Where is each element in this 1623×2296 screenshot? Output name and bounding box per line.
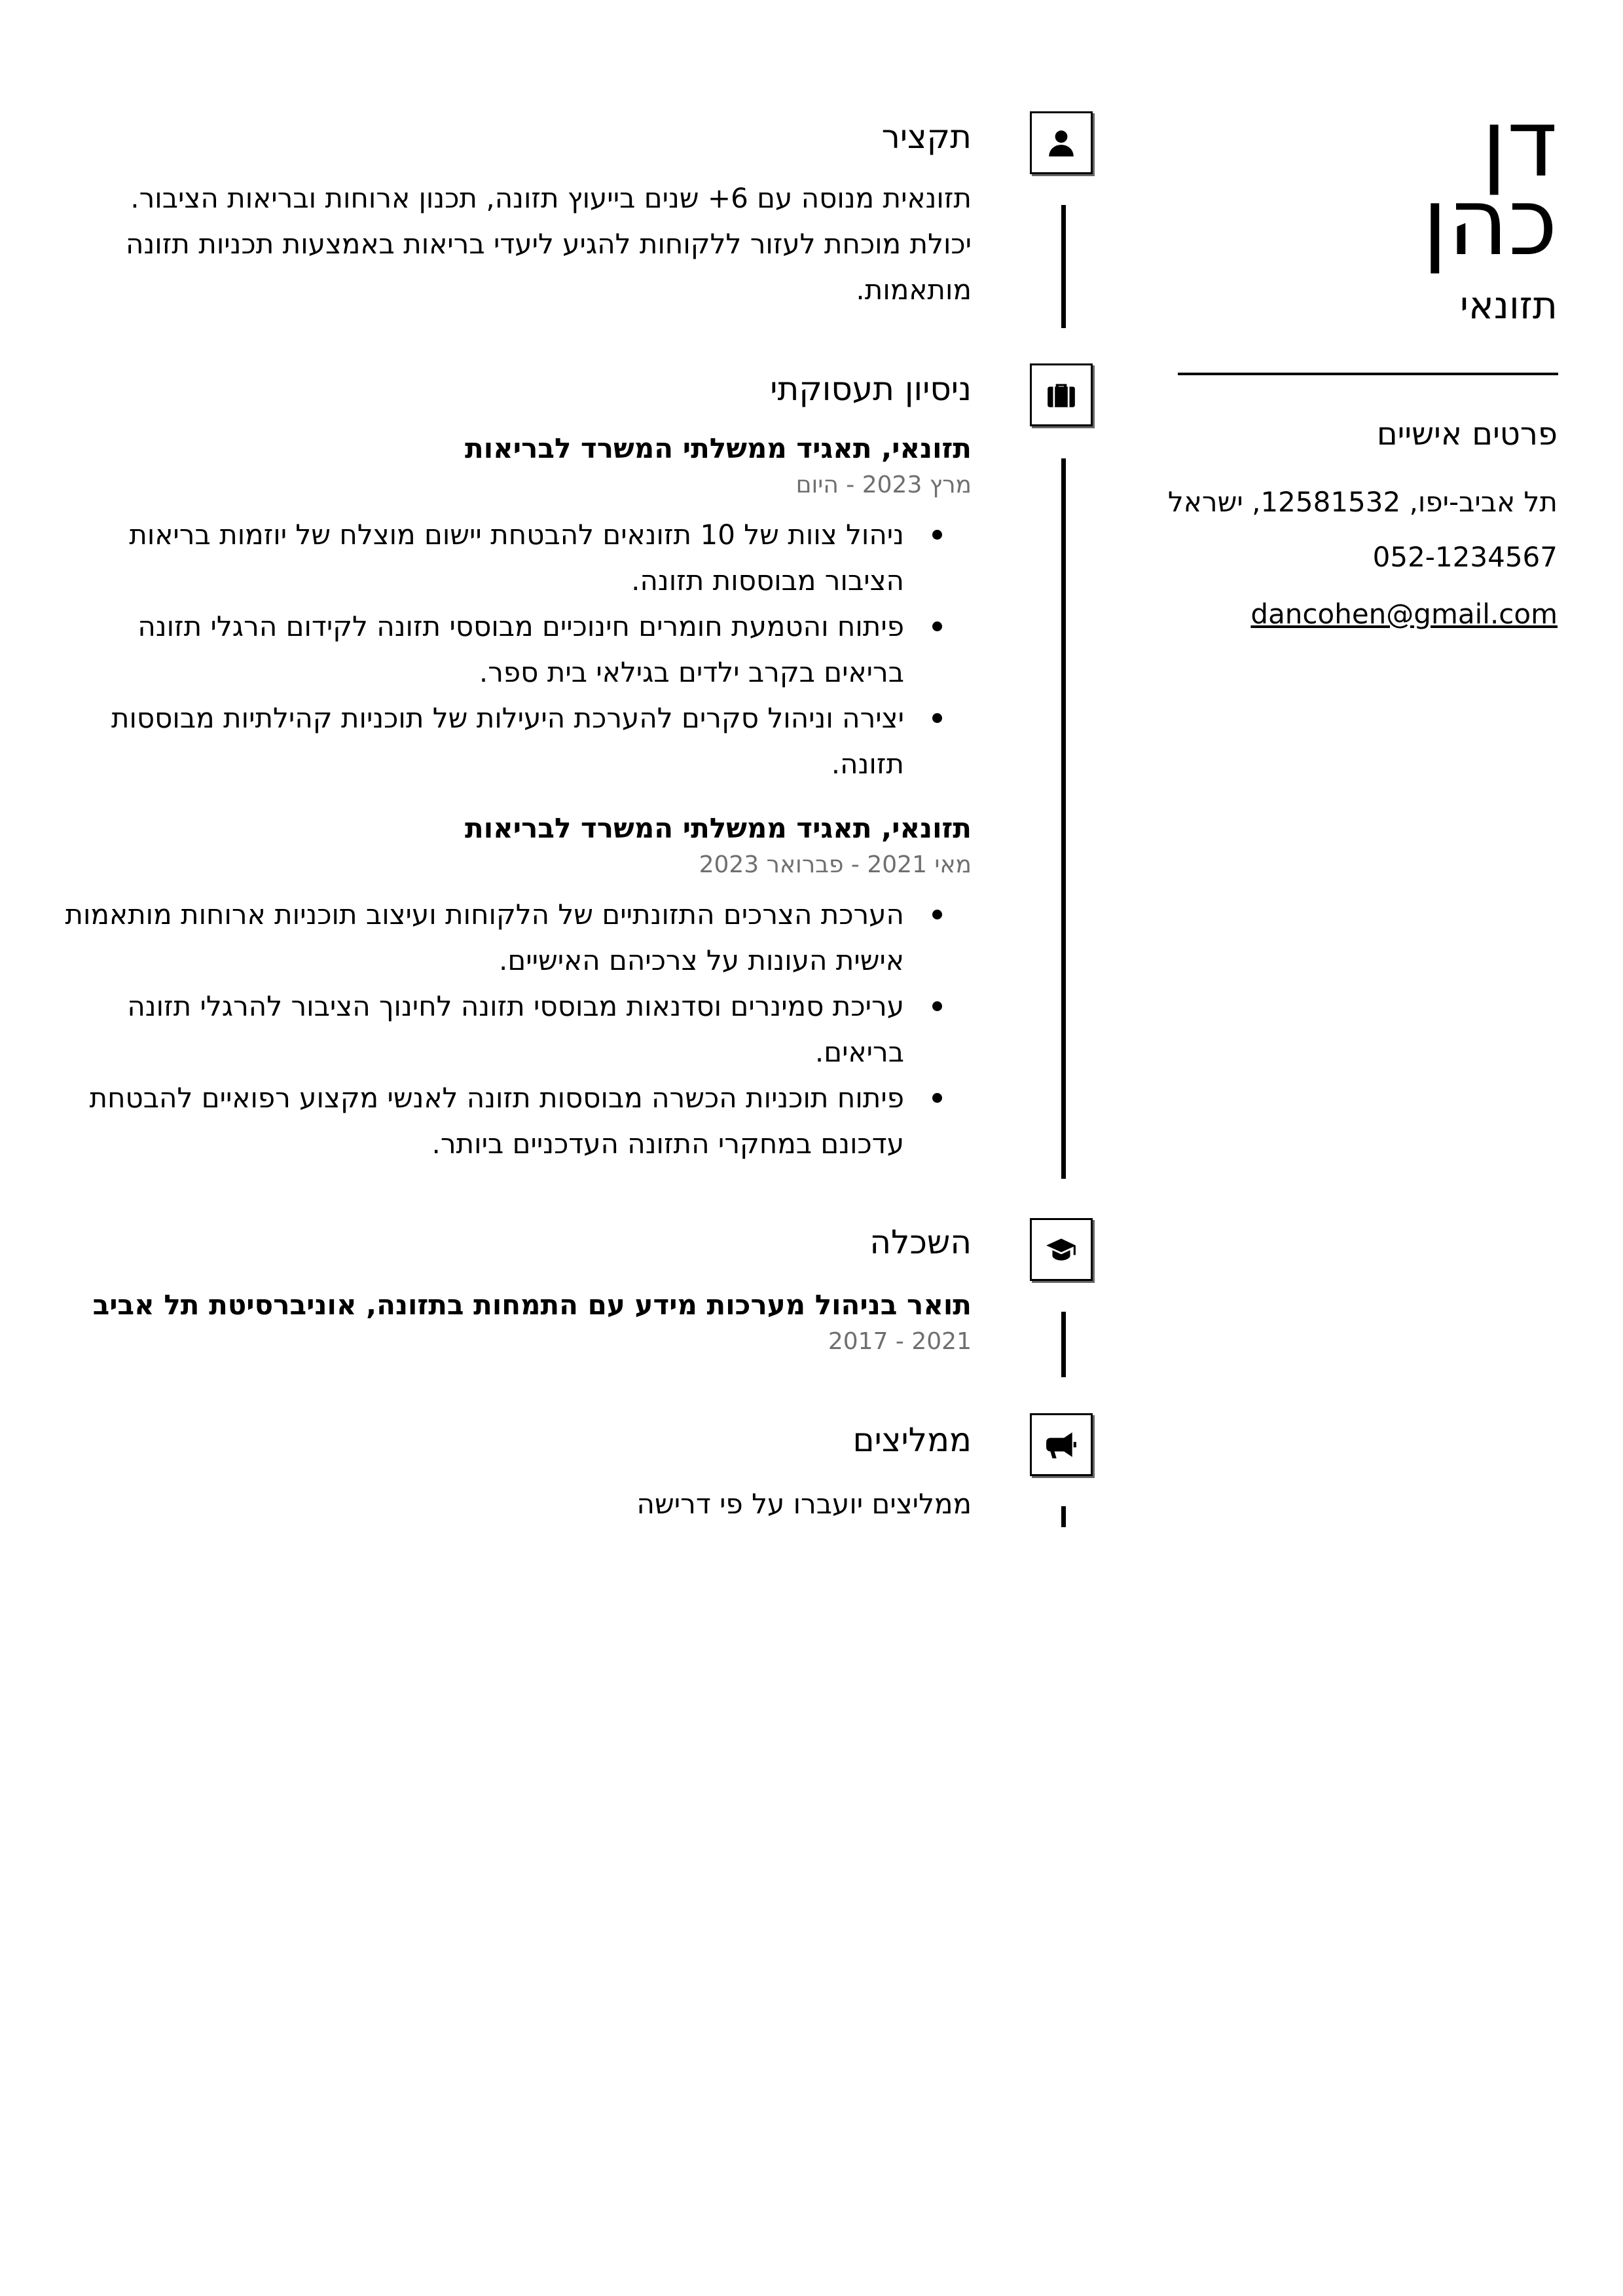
personal-details-heading: פרטים אישיים [1376, 416, 1558, 453]
job-title-2: תזונאי, תאגיד ממשלתי המשרד לבריאות [465, 812, 972, 844]
last-name: כהן [1422, 168, 1558, 276]
references-text: ממליצים יועברו על פי דרישה [636, 1488, 972, 1520]
user-icon [1030, 111, 1093, 174]
briefcase-icon [1030, 363, 1093, 426]
summary-text: תזונאית מנוסה עם 6+ שנים בייעוץ תזונה, תכנון ארוחות ובריאות הציבור. יכולת מוכחת לעזור ללקוחות להגיע ליעדי בריאות באמצעות תכניות תזונה מותאמות. [126, 182, 972, 306]
timeline-line-references [1061, 1506, 1066, 1527]
megaphone-icon [1030, 1413, 1093, 1476]
experience-heading: ניסיון תעסוקתי [770, 370, 972, 408]
list-item: ניהול צוות של 10 תזונאים להבטחת יישום מוצלח של יוזמות בריאות הציבור מבוססות תזונה. [53, 512, 904, 604]
education-heading: השכלה [869, 1223, 972, 1261]
first-name: דן [1481, 90, 1558, 198]
list-item: הערכת הצרכים התזונתיים של הלקוחות ועיצוב תוכניות ארוחות מותאמות אישית העונות על צרכיהם האישיים. [53, 892, 904, 984]
address: תל אביב-יפו, 12581532, ישראל [1167, 486, 1558, 518]
job-title-1: תזונאי, תאגיד ממשלתי המשרד לבריאות [465, 432, 972, 464]
list-item: פיתוח תוכניות הכשרה מבוססות תזונה לאנשי מקצוע רפואיים להבטחת עדכונם במחקרי התזונה העדכניים ביותר. [53, 1075, 904, 1167]
list-item: עריכת סמינרים וסדנאות מבוססי תזונה לחינוך הציבור להרגלי תזונה בריאים. [53, 984, 904, 1075]
list-item: יצירה וניהול סקרים להערכת היעילות של תוכניות קהילתיות מבוססות תזונה. [53, 695, 904, 787]
job-dates-2: מאי 2021 - פברואר 2023 [699, 851, 972, 878]
summary-heading: תקציר [881, 118, 972, 156]
job-bullets-1 [53, 512, 904, 787]
sidebar-divider [1178, 373, 1558, 375]
list-item: פיתוח והטמעת חומרים חינוכיים מבוססי תזונה לקידום הרגלי תזונה בריאים בקרב ילדים בגילאי בית ספר. [53, 604, 904, 695]
phone: 052-1234567 [1372, 541, 1558, 573]
references-heading: ממליצים [852, 1421, 972, 1459]
graduation-cap-icon [1030, 1218, 1093, 1281]
job-title: תזונאי [1460, 283, 1558, 327]
education-dates: 2017 - 2021 [828, 1328, 972, 1355]
timeline-line-education [1061, 1312, 1066, 1377]
email-link[interactable]: dancohen@gmail.com [1250, 598, 1558, 630]
job-bullets-2 [53, 892, 904, 1167]
degree: תואר בניהול מערכות מידע עם התמחות בתזונה, אוניברסיטת תל אביב [92, 1289, 972, 1321]
timeline-line-summary [1061, 205, 1066, 328]
job-dates-1: מרץ 2023 - היום [795, 472, 972, 498]
timeline-line-experience [1061, 458, 1066, 1179]
